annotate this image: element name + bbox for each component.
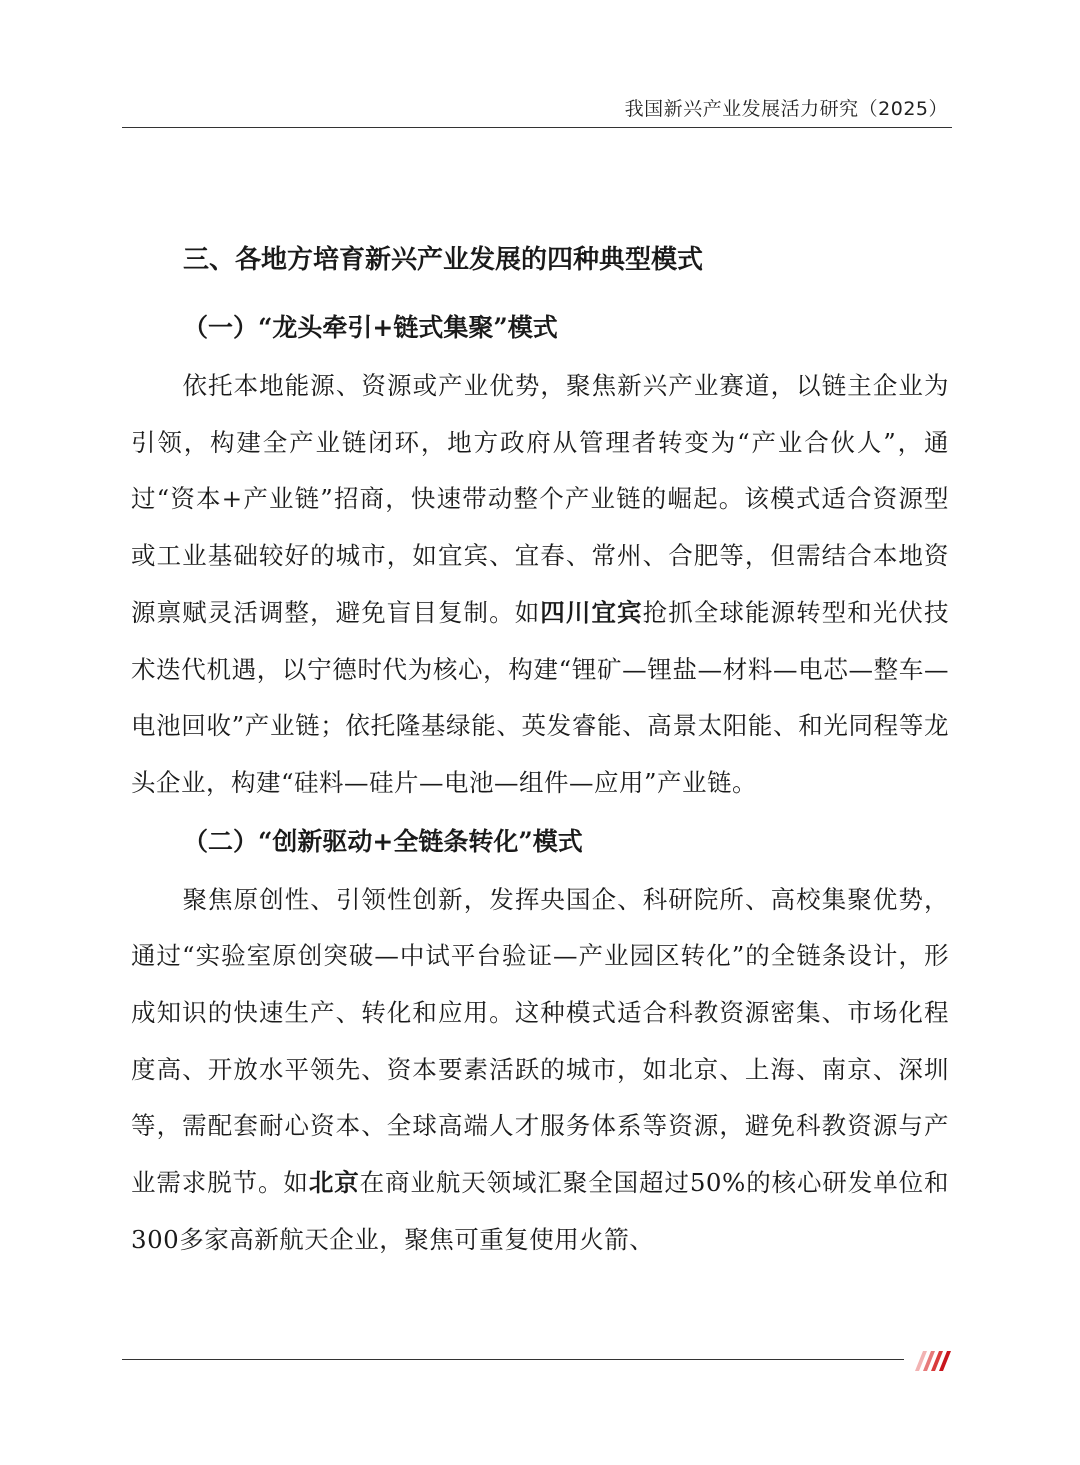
section-heading: 三、各地方培育新兴产业发展的四种典型模式 <box>183 245 704 275</box>
running-header-title: 我国新兴产业发展活力研究（2025） <box>624 98 948 120</box>
main-content <box>131 236 949 1269</box>
paragraph-1 <box>131 358 949 812</box>
paragraph-1-highlight: 四川宜宾 <box>540 597 643 627</box>
header-divider <box>122 127 952 128</box>
paragraph-1-text-a: 依托本地能源、资源或产业优势，聚焦新兴产业赛道，以链主企业为引领，构建全产业链闭环，地方政府从管理者转变为“产业合伙人”，通过“资本+产业链”招商，快速带动整个产业链的崛起。该模式适合资源型或工业基础较好的城市，如宜宾、宜春、常州、合肥等，但需结合本地资源禀赋灵活调整，避免盲目复制。如 <box>131 371 949 627</box>
paragraph-2-text-a: 聚焦原创性、引领性创新，发挥央国企、科研院所、高校集聚优势，通过“实验室原创突破—中试平台验证—产业园区转化”的全链条设计，形成知识的快速生产、转化和应用。这种模式适合科教资源密集、市场化程度高、开放水平领先、资本要素活跃的城市，如北京、上海、南京、深圳等，需配套耐心资本、全球高端人才服务体系等资源，避免科教资源与产业需求脱节。如 <box>131 884 949 1198</box>
paragraph-2-highlight: 北京 <box>308 1168 360 1198</box>
footer-divider <box>122 1359 904 1360</box>
subsection-heading-2: （二）“创新驱动+全链条转化”模式 <box>183 826 583 856</box>
subsection-heading-1: （一）“龙头牵引+链式集聚”模式 <box>183 313 558 342</box>
paragraph-1-text-b: 抢抓全球能源转型和光伏技术迭代机遇，以宁德时代为核心，构建“锂矿—锂盐—材料—电芯—整车—电池回收”产业链；依托隆基绿能、英发睿能、高景太阳能、和光同程等龙头企业，构建“硅料—硅片—电池—组件—应用”产业链。 <box>131 597 950 797</box>
red-stripes-logo-icon <box>911 1349 953 1371</box>
paragraph-2 <box>131 872 949 1269</box>
paragraph-2-text-b: 在商业航天领域汇聚全国超过50%的核心研发单位和300多家高新航天企业，聚焦可重复使用火箭、 <box>131 1168 950 1254</box>
